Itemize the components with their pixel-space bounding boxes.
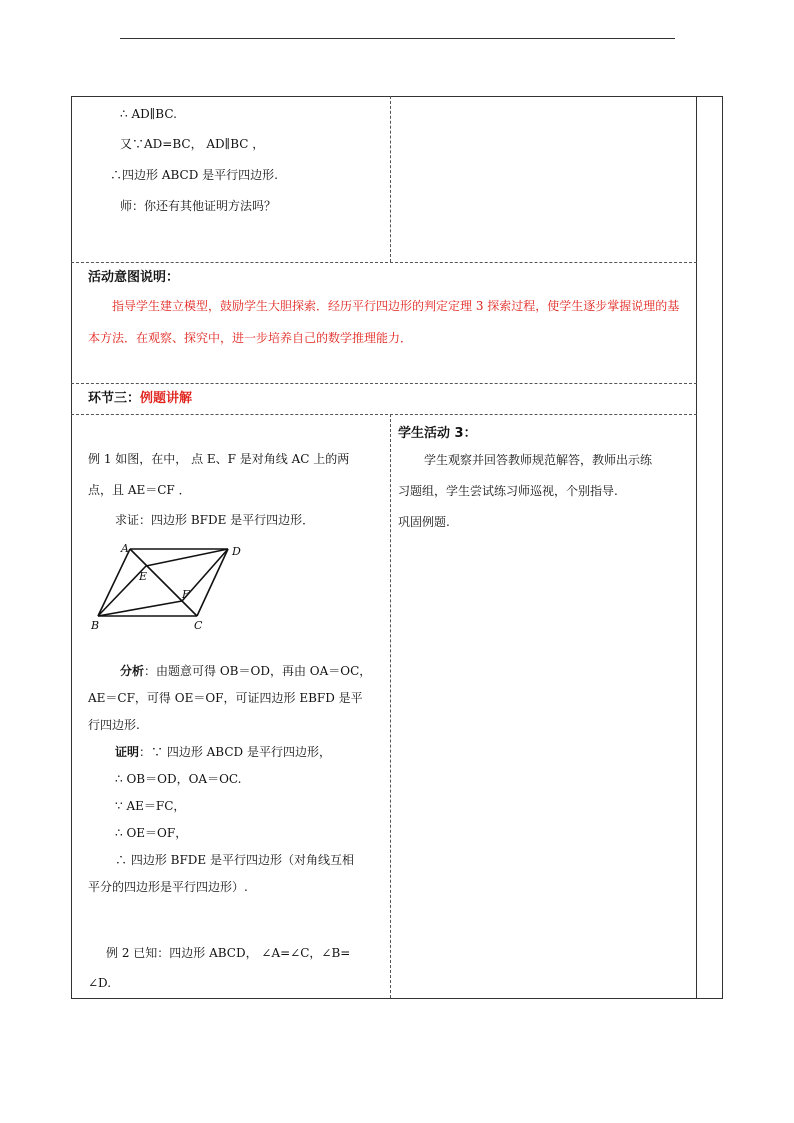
analysis-line3: 行四边形. [88, 718, 140, 732]
intent-body: 指导学生建立模型，鼓励学生大胆探索．经历平行四边形的判定定理 3 探索过程，使学生逐步掌握说理的基本方法．在观察、探究中，进一步培养自己的数学推理能力． [88, 299, 680, 345]
proof-label: 证明 [115, 745, 140, 759]
intent-heading: 活动意图说明： [88, 270, 180, 285]
label-c: C [194, 619, 203, 632]
table-right-border-inner [696, 96, 697, 999]
proof-line2: ∴ OB＝OD，OA＝OC. [115, 772, 242, 786]
table-left-border [71, 96, 72, 999]
example1-line1: 例 1 如图，在中， 点 E、F 是对角线 AC 上的两 [88, 452, 350, 466]
student-activity-line1: 学生观察并回答教师规范解答，教师出示练 [424, 453, 653, 467]
label-f: F [182, 588, 190, 601]
student-activity-line2: 习题组，学生尝试练习师巡视，个别指导. [398, 484, 618, 498]
example2-line2: ∠D. [88, 976, 112, 990]
example1-prove: 求证：四边形 BFDE 是平行四边形． [115, 513, 315, 527]
label-a: A [121, 542, 129, 555]
conclusion-parallelogram: ∴四边形 ABCD 是平行四边形. [110, 168, 278, 182]
edge-cd [197, 549, 228, 616]
column-divider-top [390, 96, 391, 262]
table-top-border [71, 96, 723, 97]
parallelogram-figure [88, 540, 258, 635]
proof-line5: ∴ 四边形 BFDE 是平行四边形（对角线互相 [115, 853, 354, 867]
table-right-border-outer [722, 96, 723, 999]
proof-line3: ∵ AE＝FC， [115, 799, 186, 813]
edge-ab [98, 549, 130, 616]
label-e: E [139, 570, 148, 583]
student-activity-line3: 巩固例题. [398, 515, 450, 529]
section3-heading [88, 387, 192, 406]
proof-line1: 证明：∵ 四边形 ABCD 是平行四边形， [115, 745, 331, 759]
proof-line6: 平分的四边形是平行四边形）. [88, 880, 248, 894]
table-bottom-border [71, 998, 723, 999]
section3-title: 例题讲解 [140, 391, 193, 406]
label-b: B [91, 619, 100, 632]
column-divider-bottom [390, 414, 391, 998]
header-rule [120, 38, 675, 39]
teacher-question: 师：你还有其他证明方法吗？ [120, 199, 277, 213]
example2-line1: 例 2 已知：四边形 ABCD， ∠A=∠C，∠B= [106, 946, 351, 960]
student-activity-heading: 学生活动 3： [398, 426, 477, 441]
proof-line4: ∴ OE＝OF， [115, 826, 188, 840]
conclusion-ad-parallel-bc: ∴ AD∥BC. [120, 107, 177, 121]
section3-label: 环节三： [88, 391, 141, 406]
label-d: D [232, 545, 241, 558]
example1-line2: 点，且 AE＝CF ． [88, 483, 191, 497]
analysis-line1: 分析：由题意可得 OB＝OD，再由 OA＝OC， [120, 664, 372, 678]
analysis-label: 分析 [120, 664, 145, 678]
row-divider-section3 [71, 383, 697, 384]
row-divider-examples [71, 414, 697, 415]
analysis-line2: AE＝CF，可得 OE＝OF，可证四边形 EBFD 是平 [88, 691, 363, 705]
row-divider-intent [71, 262, 697, 263]
given-restatement: 又∵AD=BC， AD∥BC ， [120, 137, 265, 151]
